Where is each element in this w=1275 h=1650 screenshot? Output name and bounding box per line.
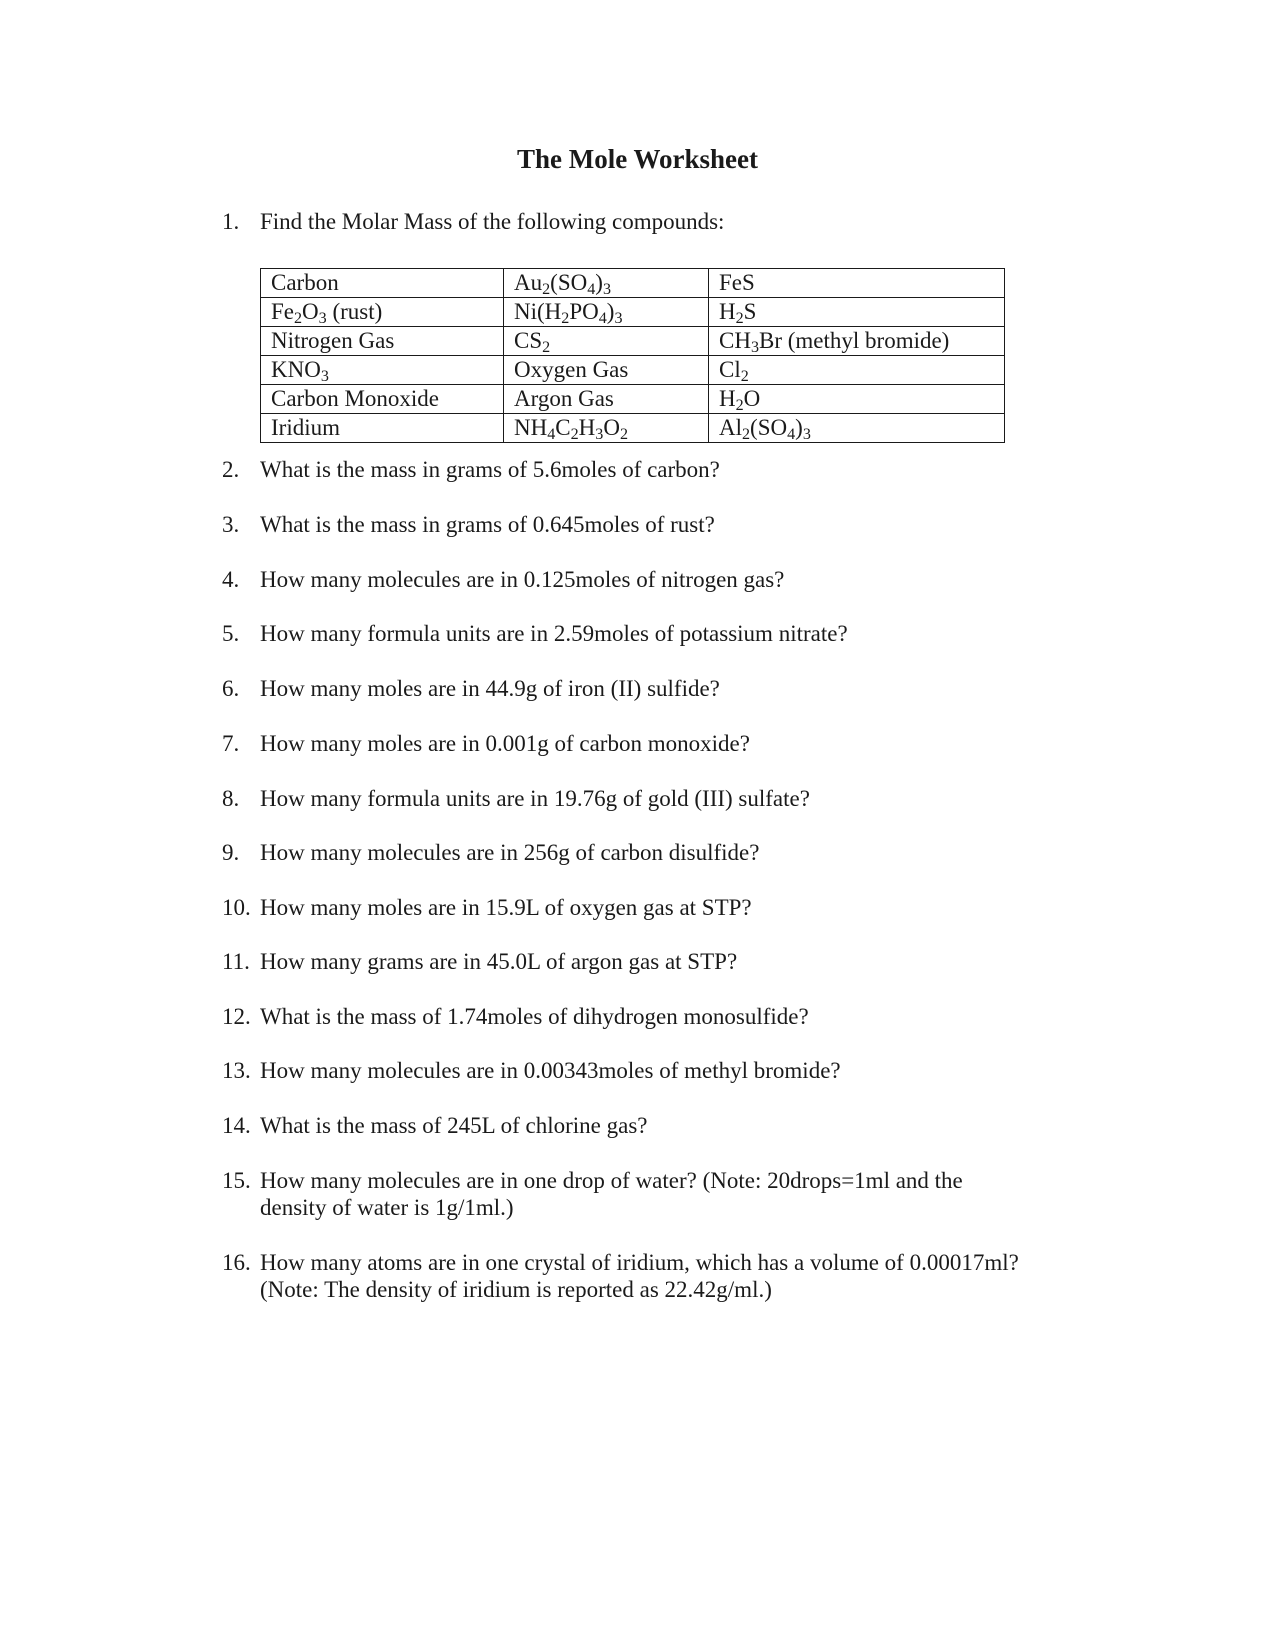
page-title: The Mole Worksheet (517, 144, 758, 174)
table-row (261, 356, 1005, 385)
compound-cell: $NH_4C_2H_3O_2$ (504, 414, 709, 443)
compound-cell: $CS_2$ (504, 327, 709, 356)
question-15 (222, 1167, 963, 1195)
question-7 (222, 730, 750, 758)
question-text: What is the mass in grams of 5.6moles of carbon? (260, 457, 720, 482)
question-number: 16. (222, 1250, 251, 1275)
compound-cell: Argon Gas (504, 385, 709, 414)
table-row (261, 385, 1005, 414)
question-9 (222, 839, 759, 867)
question-14 (222, 1112, 648, 1140)
question-text: How many molecules are in 0.125moles of nitrogen gas? (260, 567, 785, 592)
question-number: 12. (222, 1004, 251, 1029)
compound-cell: $KNO_3$ (261, 356, 504, 385)
question-number: 5. (222, 621, 240, 646)
compound-cell: $CH_3Br$ (methyl bromide) (709, 327, 1005, 356)
compound-cell: $Cl_2$ (709, 356, 1005, 385)
question-text: How many moles are in 44.9g of iron (II) sulfide? (260, 676, 720, 701)
question-number: 13. (222, 1058, 251, 1083)
question-text: How many formula units are in 19.76g of gold (III) sulfate? (260, 786, 810, 811)
question-2 (222, 456, 720, 484)
question-text: How many molecules are in one drop of water? (Note: 20drops=1ml and the (260, 1168, 963, 1193)
compounds-table (260, 268, 1005, 443)
question-6 (222, 675, 720, 703)
table-row (261, 298, 1005, 327)
question-number: 6. (222, 676, 240, 701)
table-row (261, 269, 1005, 298)
compound-cell: Carbon (261, 269, 504, 298)
question-number: 7. (222, 731, 240, 756)
question-text: How many atoms are in one crystal of iridium, which has a volume of 0.00017ml? (260, 1250, 1019, 1275)
question-text: What is the mass of 245L of chlorine gas? (260, 1113, 648, 1138)
question-11 (222, 948, 737, 976)
question-text-continuation: (Note: The density of iridium is reported as 22.42g/ml.) (260, 1277, 772, 1302)
question-text: How many grams are in 45.0L of argon gas at STP? (260, 949, 738, 974)
question-13 (222, 1057, 841, 1085)
question-number: 9. (222, 840, 240, 865)
compound-cell: Carbon Monoxide (261, 385, 504, 414)
compound-cell: $Al_2(SO_4)_3$ (709, 414, 1005, 443)
compound-cell: Iridium (261, 414, 504, 443)
question-text: How many moles are in 0.001g of carbon monoxide? (260, 731, 750, 756)
compound-cell: FeS (709, 269, 1005, 298)
question-16 (222, 1249, 1019, 1277)
question-text: How many formula units are in 2.59moles of potassium nitrate? (260, 621, 848, 646)
question-text: How many molecules are in 0.00343moles of methyl bromide? (260, 1058, 841, 1083)
compound-cell: $H_2O$ (709, 385, 1005, 414)
question-number: 15. (222, 1168, 251, 1193)
question-number: 1. (222, 209, 240, 234)
compound-cell: Oxygen Gas (504, 356, 709, 385)
question-4 (222, 566, 784, 594)
question-1 (222, 208, 724, 236)
table-row (261, 414, 1005, 443)
compound-cell: Nitrogen Gas (261, 327, 504, 356)
question-3 (222, 511, 715, 539)
compound-cell: $Au_2(SO_4)_3$ (504, 269, 709, 298)
question-12 (222, 1003, 809, 1031)
question-text-continuation: density of water is 1g/1ml.) (260, 1195, 514, 1220)
question-number: 2. (222, 457, 240, 482)
compound-cell: $Ni(H_2PO_4)_3$ (504, 298, 709, 327)
question-number: 8. (222, 786, 240, 811)
question-5 (222, 620, 848, 648)
question-text: How many molecules are in 256g of carbon disulfide? (260, 840, 760, 865)
question-10 (222, 894, 752, 922)
question-number: 11. (222, 949, 250, 974)
question-number: 4. (222, 567, 240, 592)
question-text: What is the mass in grams of 0.645moles of rust? (260, 512, 715, 537)
question-text: Find the Molar Mass of the following compounds: (260, 209, 725, 234)
question-number: 3. (222, 512, 240, 537)
question-number: 10. (222, 895, 251, 920)
question-text: How many moles are in 15.9L of oxygen gas at STP? (260, 895, 752, 920)
question-text: What is the mass of 1.74moles of dihydrogen monosulfide? (260, 1004, 809, 1029)
question-8 (222, 785, 810, 813)
compound-cell: $H_2S$ (709, 298, 1005, 327)
table-row (261, 327, 1005, 356)
compound-cell: $Fe_2O_3$ (rust) (261, 298, 504, 327)
question-number: 14. (222, 1113, 251, 1138)
